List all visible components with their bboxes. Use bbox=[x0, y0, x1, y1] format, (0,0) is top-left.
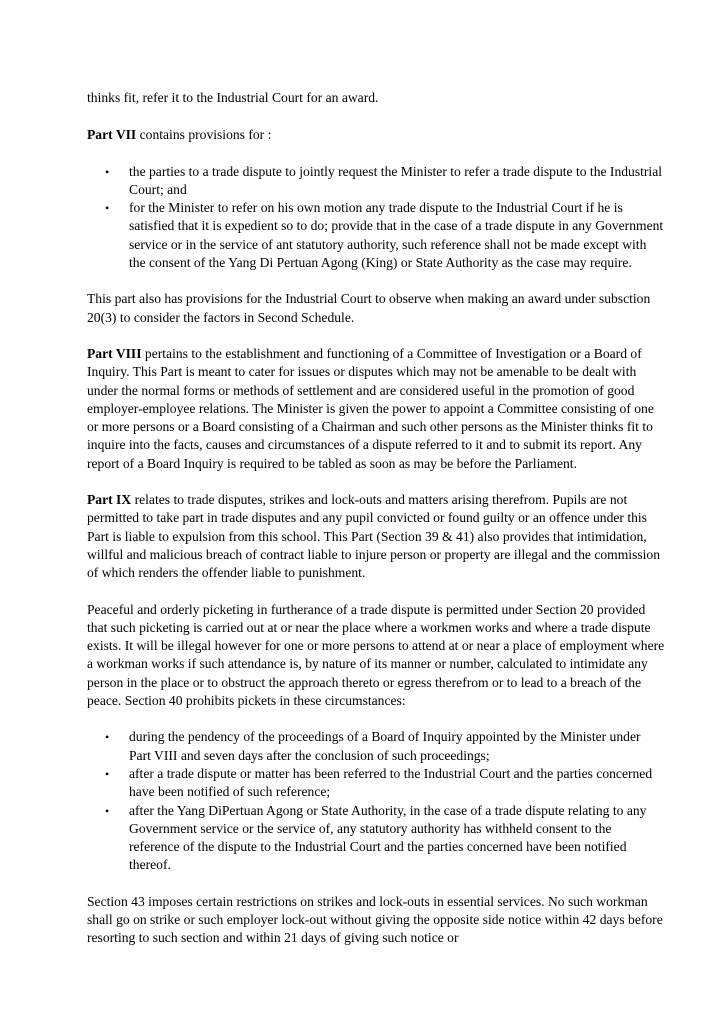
list-item bbox=[105, 728, 665, 765]
list-item bbox=[105, 163, 665, 200]
bullet-icon: • bbox=[105, 730, 110, 745]
list-item-text: after a trade dispute or matter has been referred to the Industrial Court and the parties concerned have been notified of such reference; bbox=[129, 765, 653, 800]
list-item-text: for the Minister to refer on his own motion any trade dispute to the Industrial Court if he is satisfied that it is expedient so to do; provide that in the case of a trade dispute in any Government service or in the service of ant statutory authority, such reference shall not be made except with the consent of the Yang Di Pertuan Agong (King) or State Authority as the case may require. bbox=[129, 200, 664, 271]
part-vii-heading: Part VII bbox=[87, 127, 137, 143]
part-ix-paragraph bbox=[87, 491, 665, 582]
list-item bbox=[105, 765, 665, 802]
part-viii-heading: Part VIII bbox=[87, 345, 142, 361]
part-vii-paragraph bbox=[87, 126, 665, 144]
list-item bbox=[105, 199, 665, 272]
part-ix-heading: Part IX bbox=[87, 492, 132, 508]
bullet-icon: • bbox=[105, 201, 110, 216]
part-vii-list bbox=[87, 163, 665, 273]
list-item-text: during the pendency of the proceedings of a Board of Inquiry appointed by the Minister under Part VIII and seven days after the conclusion of such proceedings; bbox=[129, 729, 641, 763]
list-item-text: after the Yang DiPertuan Agong or State Authority, in the case of a trade dispute relating to any Government service or the service of, any statutory authority has withheld consent to the reference of the dispute to the Industrial Court and the parties concerned have been notified thereof. bbox=[129, 802, 647, 873]
list-item-text: the parties to a trade dispute to jointly request the Minister to refer a trade dispute to the Industrial Court; and bbox=[129, 163, 663, 197]
section-40-list bbox=[87, 728, 665, 874]
picketing-paragraph: Peaceful and orderly picketing in furtherance of a trade dispute is permitted under Section 20 provided that such picketing is carried out at or near the place where a workmen works and where a trade dispute exists. It will be illegal however for one or more persons to attend at or near a place of employment where a workman works if such attendance is, by nature of its manner or number, calculated to intimidate any person in the place or to obstruct the approach thereto or egress therefrom or to lead to a breach of the peace. Section 40 prohibits pickets in these circumstances: bbox=[87, 601, 665, 709]
bullet-icon: • bbox=[105, 766, 110, 781]
bullet-icon: • bbox=[105, 164, 110, 179]
bullet-icon: • bbox=[105, 803, 110, 818]
section-43-paragraph: Section 43 imposes certain restrictions on strikes and lock-outs in essential services. No such workman shall go on strike or such employer lock-out without giving the opposite side notice within 42 days before resorting to such section and within 21 days of giving such notice or bbox=[87, 893, 663, 946]
document-page bbox=[87, 89, 665, 966]
part-viii-text: pertains to the establishment and functioning of a Committee of Investigation or a Board of Inquiry. This Part is meant to cater for issues or disputes which may not be amenable to be dealt with under the normal forms or methods of settlement and are considered useful in the promotion of good employer-employee relations. The Minister is given the power to appoint a Committee consisting of one or more persons or a Board consisting of a Chairman and such other persons as the Minister thinks fit to inquire into the facts, causes and circumstances of a dispute referred to it and to submit its report. Any report of a Board Inquiry is required to be tabled as soon as may be before the Parliament. bbox=[87, 345, 654, 471]
part-vii-lead: contains provisions for : bbox=[136, 127, 272, 143]
intro-paragraph: thinks fit, refer it to the Industrial Court for an award. bbox=[87, 90, 379, 105]
list-item bbox=[105, 802, 665, 875]
part-vii-note: This part also has provisions for the Industrial Court to observe when making an award under subsction 20(3) to consider the factors in Second Schedule. bbox=[87, 291, 651, 325]
part-viii-paragraph bbox=[87, 345, 665, 473]
part-ix-text: relates to trade disputes, strikes and lock-outs and matters arising therefrom. Pupils are not permitted to take part in trade disputes and any pupil convicted or found guilty or an offence under this Part is liable to expulsion from this school. This Part (Section 39 & 41) also provides that intimidation, willful and malicious breach of contract liable to injure person or property are illegal and the commission of which renders the offender liable to punishment. bbox=[87, 492, 661, 581]
